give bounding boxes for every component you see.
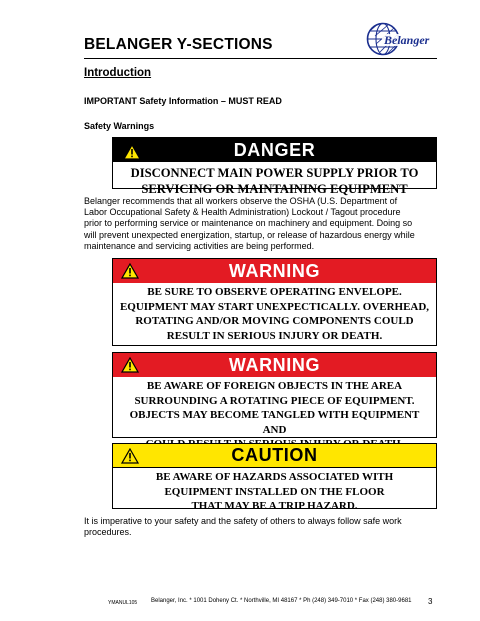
warning-signal-word: WARNING	[228, 260, 321, 281]
warning-triangle-icon	[121, 263, 139, 279]
caution-sign	[112, 443, 437, 512]
logo-wordmark: Belanger	[384, 33, 430, 47]
paragraph-line: maintenance and servicing activities are being performed.	[84, 240, 315, 251]
danger-sign	[112, 137, 437, 196]
warning-line: RESULT IN SERIOUS INJURY OR DEATH.	[166, 329, 383, 342]
caution-header	[113, 444, 436, 468]
page-number: 3	[428, 597, 433, 606]
caution-line: BE AWARE OF HAZARDS ASSOCIATED WITH	[155, 471, 394, 483]
warning-line: OBJECTS MAY BECOME TANGLED WITH EQUIPMENT AND	[129, 409, 420, 436]
caution-line: EQUIPMENT INSTALLED ON THE FLOOR	[164, 485, 385, 498]
danger-line: DISCONNECT MAIN POWER SUPPLY PRIOR TO	[130, 166, 419, 180]
warning-line: SURROUNDING A ROTATING PIECE OF EQUIPMENT.	[134, 394, 415, 407]
paragraph-line: prior to performing service or maintenance on machinery and equipment. Doing so	[84, 218, 413, 229]
section-heading: Introduction	[84, 67, 152, 79]
warning-header	[113, 259, 436, 283]
closing-paragraph	[84, 516, 439, 538]
warning-sign-foreign-objects	[112, 352, 437, 438]
document-title: BELANGER Y-SECTIONS	[84, 36, 273, 53]
warning-sign-operating-envelope	[112, 258, 437, 346]
paragraph-line: will prevent unexpected energization, startup, or release of hazardous energy while	[84, 229, 415, 240]
warning-header	[113, 353, 436, 377]
header-rule	[84, 58, 437, 59]
warning-signal-word: WARNING	[228, 354, 321, 375]
safety-warnings-heading: Safety Warnings	[84, 121, 155, 131]
warning-line: BE SURE TO OBSERVE OPERATING ENVELOPE.	[147, 286, 402, 298]
warning-line: EQUIPMENT MAY START UNEXPECTICALLY. OVERHEAD,	[119, 300, 430, 313]
danger-line: SERVICING OR MAINTAINING EQUIPMENT	[141, 182, 408, 196]
warning-line: ROTATING AND/OR MOVING COMPONENTS COULD	[135, 315, 414, 327]
osha-paragraph	[84, 196, 439, 252]
paragraph-line: It is imperative to your safety and the safety of others to always follow safe work	[84, 516, 402, 526]
belanger-logo	[366, 22, 438, 56]
warning-triangle-icon	[121, 357, 139, 373]
footer-address: Belanger, Inc. * 1001 Doheny Ct. * Northville, MI 48167 * Ph (248) 349-7010 * Fax (248) 380-9681	[151, 598, 412, 604]
warning-triangle-icon	[121, 448, 139, 464]
important-notice: IMPORTANT Safety Information – MUST READ	[84, 96, 282, 106]
paragraph-line: Labor Occupational Safety & Health Administration) Lockout / Tagout procedure	[84, 207, 401, 218]
warning-line: BE AWARE OF FOREIGN OBJECTS IN THE AREA	[146, 380, 403, 392]
footer-document-code: YMANUL105	[108, 600, 138, 606]
warning-triangle-icon	[123, 144, 141, 160]
paragraph-line: procedures.	[84, 527, 132, 538]
caution-signal-word: CAUTION	[231, 445, 318, 465]
caution-message	[113, 468, 436, 516]
danger-header	[113, 138, 436, 162]
caution-line: THAT MAY BE A TRIP HAZARD.	[191, 500, 358, 512]
warning-message	[113, 283, 436, 345]
danger-message	[113, 162, 436, 199]
paragraph-line: Belanger recommends that all workers observe the OSHA (U.S. Department of	[84, 196, 398, 206]
danger-signal-word: DANGER	[233, 139, 316, 160]
